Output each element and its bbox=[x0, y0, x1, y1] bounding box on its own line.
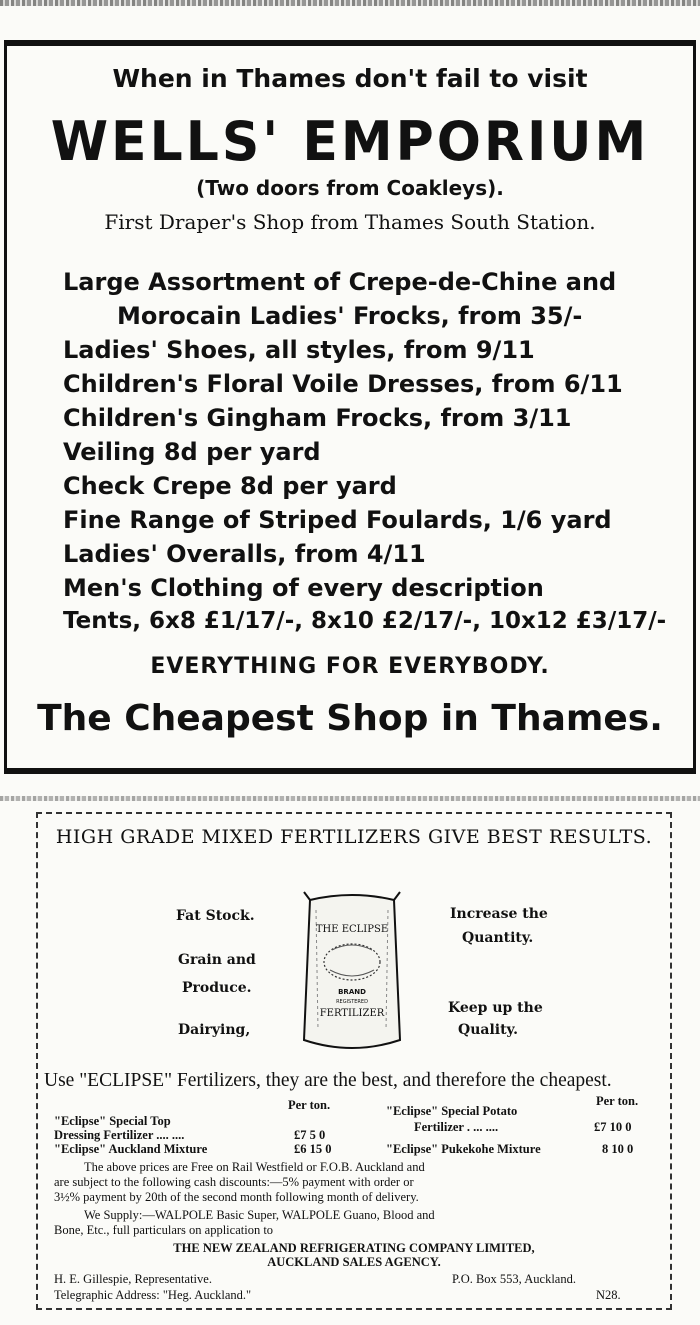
eclipse-fertilizer-advertisement bbox=[36, 812, 672, 1310]
price-value: 8 10 0 bbox=[602, 1142, 634, 1156]
item-line: Ladies' Shoes, all styles, from 9/11 bbox=[63, 336, 535, 364]
item-line: Check Crepe 8d per yard bbox=[63, 472, 397, 500]
terms-line: The above prices are Free on Rail Westfield or F.O.B. Auckland and bbox=[84, 1160, 425, 1174]
feature-right: Increase the bbox=[450, 906, 548, 922]
feature-right: Keep up the bbox=[448, 1000, 543, 1016]
supply-line: We Supply:—WALPOLE Basic Super, WALPOLE Guano, Blood and bbox=[84, 1208, 435, 1222]
feature-left: Produce. bbox=[182, 980, 252, 996]
company-name: THE NEW ZEALAND REFRIGERATING COMPANY LIMITED, bbox=[173, 1241, 535, 1255]
supply-line: Bone, Etc., full particulars on application to bbox=[54, 1223, 274, 1237]
item-line: Morocain Ladies' Frocks, from 35/- bbox=[117, 302, 583, 330]
terms-line: 3½% payment by 20th of the second month following month of delivery. bbox=[54, 1190, 419, 1204]
footer-tagline: The Cheapest Shop in Thames. bbox=[37, 698, 663, 739]
feature-left: Fat Stock. bbox=[176, 908, 255, 924]
bag-brand-mid: BRAND bbox=[338, 988, 366, 996]
print-noise-divider bbox=[0, 796, 700, 801]
price-value: £6 15 0 bbox=[294, 1142, 332, 1156]
price-label: "Eclipse" Pukekohe Mixture bbox=[386, 1142, 541, 1156]
price-label: "Eclipse" Special Potato bbox=[386, 1104, 518, 1118]
fertilizer-bag-illustration bbox=[296, 890, 408, 1058]
telegraphic-address: Telegraphic Address: "Heg. Auckland." bbox=[54, 1288, 252, 1302]
price-label: Dressing Fertilizer .... .... bbox=[54, 1128, 185, 1142]
headline: HIGH GRADE MIXED FERTILIZERS GIVE BEST RESULTS. bbox=[55, 826, 653, 848]
bag-brand-top: THE ECLIPSE bbox=[315, 924, 389, 935]
wells-emporium-advertisement bbox=[4, 40, 696, 774]
price-label: "Eclipse" Special Top bbox=[54, 1114, 171, 1128]
use-eclipse-line: Use "ECLIPSE" Fertilizers, they are the best, and therefore the cheapest. bbox=[44, 1070, 612, 1091]
slogan: EVERYTHING FOR EVERYBODY. bbox=[150, 654, 550, 679]
per-ton-header: Per ton. bbox=[288, 1098, 331, 1112]
feature-right: Quality. bbox=[458, 1022, 518, 1038]
shop-name: WELLS' EMPORIUM bbox=[50, 110, 650, 174]
feature-left: Dairying, bbox=[178, 1022, 251, 1038]
representative: H. E. Gillespie, Representative. bbox=[54, 1272, 212, 1286]
price-value: £7 10 0 bbox=[594, 1120, 632, 1134]
price-label: Fertilizer . ... .... bbox=[414, 1120, 499, 1134]
bottom-rule bbox=[4, 768, 696, 774]
po-box: P.O. Box 553, Auckland. bbox=[452, 1272, 576, 1286]
price-label: "Eclipse" Auckland Mixture bbox=[54, 1142, 208, 1156]
sales-agency: AUCKLAND SALES AGENCY. bbox=[267, 1255, 441, 1269]
price-value: £7 5 0 bbox=[294, 1128, 326, 1142]
ad-code: N28. bbox=[596, 1288, 621, 1302]
feature-left: Grain and bbox=[178, 952, 256, 968]
intro-line: When in Thames don't fail to visit bbox=[112, 64, 588, 93]
item-line: Fine Range of Striped Foulards, 1/6 yard bbox=[63, 506, 612, 534]
item-line: Children's Gingham Frocks, from 3/11 bbox=[63, 404, 572, 432]
item-line-tents: Tents, 6x8 £1/17/-, 8x10 £2/17/-, 10x12 £3/17/- bbox=[63, 608, 667, 634]
item-line: Ladies' Overalls, from 4/11 bbox=[63, 540, 426, 568]
terms-line: are subject to the following cash discounts:—5% payment with order or bbox=[54, 1175, 414, 1189]
item-line: Veiling 8d per yard bbox=[63, 438, 321, 466]
item-line: Children's Floral Voile Dresses, from 6/11 bbox=[63, 370, 623, 398]
bag-fertilizer-label: FERTILIZER bbox=[319, 1008, 385, 1019]
feature-right: Quantity. bbox=[462, 930, 534, 946]
print-noise-top bbox=[0, 0, 700, 6]
item-line: Men's Clothing of every description bbox=[63, 574, 544, 602]
location-note: (Two doors from Coakleys). bbox=[196, 176, 504, 200]
shop-note: First Draper's Shop from Thames South Station. bbox=[104, 210, 596, 234]
top-rule bbox=[4, 40, 696, 46]
item-line: Large Assortment of Crepe-de-Chine and bbox=[63, 268, 617, 296]
bag-registered: REGISTERED bbox=[336, 999, 368, 1005]
per-ton-header: Per ton. bbox=[596, 1094, 639, 1108]
